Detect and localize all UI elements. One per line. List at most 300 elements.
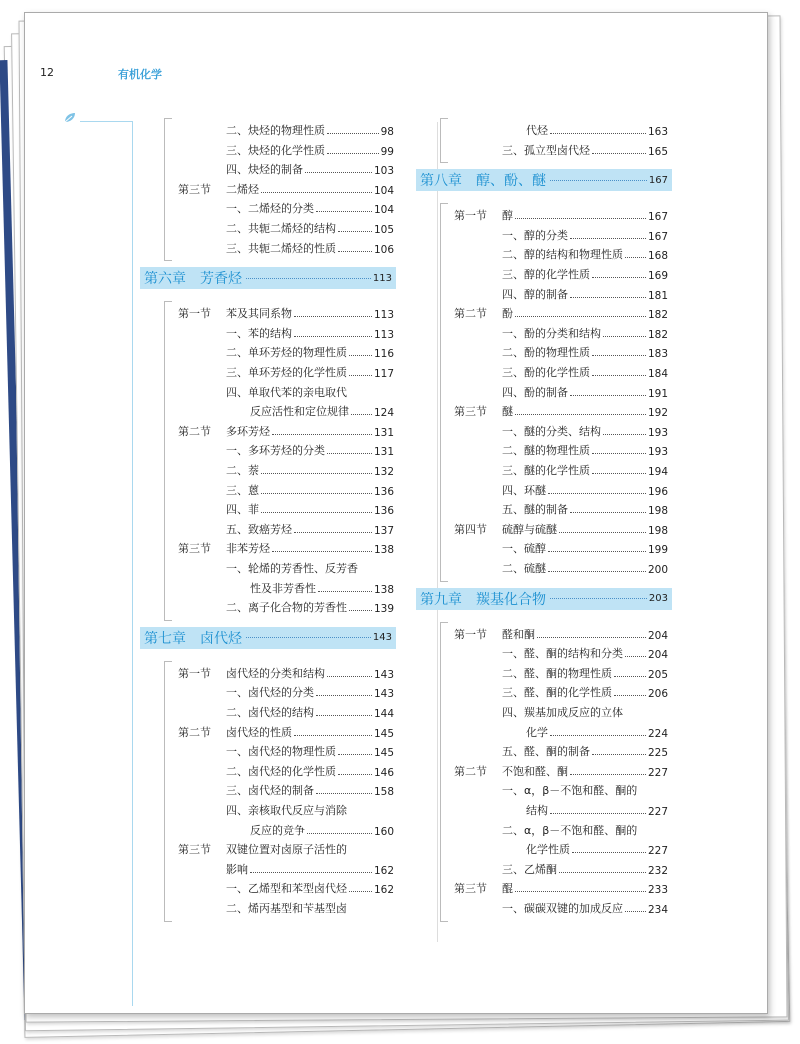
- leader-dots: [338, 754, 372, 755]
- leader-dots: [338, 774, 372, 775]
- entry-title: 四、单取代苯的亲电取代: [226, 385, 347, 399]
- entry-title: 一、多环芳烃的分类: [226, 444, 325, 458]
- entry-title: 二、萘: [226, 464, 259, 477]
- page-ref: 204: [647, 629, 668, 642]
- section-label: 第二节: [454, 764, 487, 778]
- leader-dots: [294, 735, 372, 736]
- chapter-title: 第九章 羰基化合物: [420, 591, 546, 608]
- toc-entry[interactable]: [502, 227, 668, 243]
- leader-dots: [349, 610, 372, 611]
- leader-dots: [570, 238, 646, 239]
- page-ref: 227: [647, 806, 668, 818]
- toc-entry[interactable]: [502, 645, 668, 661]
- leader-dots: [316, 695, 372, 696]
- page-ref: 205: [647, 668, 668, 681]
- leader-dots: [327, 133, 379, 134]
- page-ref: 184: [647, 368, 668, 380]
- page-ref: 198: [647, 505, 668, 518]
- entry-title: 三、孤立型卤代烃: [502, 143, 590, 157]
- leader-dots: [327, 453, 372, 454]
- chapter-title: 第七章 卤代烃: [144, 630, 242, 647]
- page-ref: 225: [647, 747, 668, 760]
- leader-dots: [550, 598, 647, 599]
- toc-entry[interactable]: [226, 482, 394, 498]
- page-ref: 181: [647, 289, 668, 302]
- entry-title: 二、炔烃的物理性质: [226, 124, 325, 137]
- leader-dots: [570, 395, 646, 396]
- page-ref: 99: [380, 145, 394, 158]
- entry-title: 四、羰基加成反应的立体: [502, 706, 623, 719]
- leader-dots: [625, 656, 646, 657]
- section-bracket: [440, 118, 448, 163]
- entry-title: 二、醚的物理性质: [502, 444, 590, 458]
- entry-title: 三、卤代烃的制备: [226, 784, 314, 798]
- toc-entry[interactable]: [502, 462, 668, 478]
- page-ref: 198: [647, 524, 668, 537]
- toc-entry[interactable]: [226, 684, 394, 700]
- toc-entry[interactable]: [502, 266, 668, 282]
- leader-dots: [294, 316, 372, 317]
- entry-title: 二、共轭二烯烃的结构: [226, 222, 336, 235]
- page-ref: 138: [373, 583, 394, 596]
- page-ref: 234: [647, 904, 668, 916]
- page-ref: 116: [373, 348, 394, 361]
- toc-entry[interactable]: [226, 763, 394, 779]
- leader-dots: [614, 676, 646, 677]
- entry-title: 一、卤代烃的分类: [226, 686, 314, 700]
- toc-entry[interactable]: [226, 521, 394, 537]
- entry-title: 非苯芳烃: [226, 542, 270, 556]
- page-ref: 169: [647, 270, 668, 282]
- entry-title: 二、醛、酮的物理性质: [502, 666, 612, 680]
- leader-dots: [548, 571, 646, 572]
- entry-title: 醚: [502, 405, 513, 419]
- leader-dots: [625, 911, 646, 912]
- leader-dots: [318, 591, 372, 592]
- toc-entry[interactable]: [226, 743, 394, 759]
- entry-title: 性及非芳香性: [250, 581, 316, 595]
- toc-entry[interactable]: [502, 364, 668, 380]
- section-bracket: [164, 301, 172, 621]
- page-ref: 160: [373, 825, 394, 838]
- leader-dots: [537, 637, 646, 638]
- entry-title: 三、蒽: [226, 483, 259, 497]
- toc-entry[interactable]: [226, 704, 394, 720]
- leader-dots: [261, 512, 372, 513]
- entry-title: 二、离子化合物的芳香性: [226, 601, 347, 615]
- toc-entry[interactable]: [226, 161, 394, 177]
- entry-title: 硫醇与硫醚: [502, 522, 557, 536]
- toc-section[interactable]: [454, 305, 668, 321]
- toc-entry[interactable]: [502, 442, 668, 458]
- section-label: 第一节: [178, 666, 211, 680]
- entry-title: 多环芳烃: [226, 424, 270, 438]
- page-ref: 233: [647, 884, 668, 897]
- entry-title: 五、致癌芳烃: [226, 522, 292, 536]
- leader-dots: [592, 355, 646, 356]
- page-ref: 232: [647, 864, 668, 877]
- chapter-title: 第六章 芳香烃: [144, 271, 242, 288]
- page-ref: 224: [647, 727, 668, 740]
- toc-entry[interactable]: [502, 861, 668, 877]
- section-label: 第二节: [178, 725, 211, 739]
- toc-entry[interactable]: [502, 384, 668, 400]
- leader-dots: [349, 355, 372, 356]
- section-bracket: [440, 622, 448, 922]
- page-ref: 167: [647, 211, 668, 224]
- chapter-heading[interactable]: [416, 588, 672, 610]
- entry-title: 一、轮烯的芳香性、反芳香: [226, 562, 358, 575]
- leader-dots: [614, 695, 646, 696]
- toc-entry[interactable]: [502, 286, 668, 302]
- leader-dots: [316, 793, 372, 794]
- toc-entry[interactable]: [526, 802, 668, 818]
- toc-entry[interactable]: [502, 142, 668, 158]
- entry-title: 二、酚的物理性质: [502, 346, 590, 360]
- toc-entry[interactable]: [226, 900, 394, 916]
- toc-section[interactable]: [178, 665, 394, 681]
- leader-dots: [592, 453, 646, 454]
- toc-entry[interactable]: [502, 665, 668, 681]
- entry-title: 结构: [526, 804, 548, 817]
- entry-title: 二、卤代烃的结构: [226, 706, 314, 719]
- leader-dots: [550, 180, 647, 181]
- section-bracket: [164, 118, 172, 261]
- page-ref: 105: [373, 224, 394, 236]
- leader-dots: [592, 473, 646, 474]
- toc-entry[interactable]: [502, 822, 668, 838]
- page-ref: 182: [647, 328, 668, 341]
- entry-title: 四、环醚: [502, 483, 546, 497]
- entry-title: 一、醚的分类、结构: [502, 424, 601, 438]
- entry-title: 二、α，β－不饱和醛、酮的: [502, 823, 638, 837]
- leader-dots: [515, 218, 646, 219]
- section-label: 第三节: [454, 405, 487, 419]
- entry-title: 三、乙烯酮: [502, 862, 557, 876]
- leader-dots: [327, 153, 379, 154]
- toc-entry[interactable]: [226, 501, 394, 517]
- toc-entry[interactable]: [502, 684, 668, 700]
- toc-section[interactable]: [454, 763, 668, 779]
- leader-dots: [294, 532, 372, 533]
- leader-dots: [307, 833, 372, 834]
- page-ref: 193: [647, 426, 668, 439]
- toc-entry[interactable]: [226, 240, 394, 256]
- entry-title: 酚: [502, 307, 513, 321]
- section-label: 第三节: [178, 542, 211, 556]
- toc-entry[interactable]: [250, 580, 394, 596]
- toc-section[interactable]: [178, 540, 394, 556]
- entry-title: 三、酚的化学性质: [502, 366, 590, 379]
- entry-title: 三、炔烃的化学性质: [226, 143, 325, 157]
- page-ref: 117: [373, 368, 394, 380]
- page-ref: 131: [373, 426, 394, 439]
- toc-entry[interactable]: [502, 344, 668, 360]
- leader-dots: [515, 316, 646, 317]
- page-ref: 168: [647, 250, 668, 263]
- section-label: 第一节: [454, 627, 487, 641]
- leader-dots: [250, 872, 372, 873]
- leader-dots: [559, 532, 646, 533]
- leader-dots: [515, 891, 646, 892]
- leader-dots: [592, 153, 646, 154]
- toc-entry[interactable]: [502, 704, 668, 720]
- page-ref: 104: [373, 204, 394, 217]
- entry-title: 影响: [226, 862, 248, 876]
- page-ref: 227: [647, 845, 668, 858]
- entry-title: 苯及其同系物: [226, 307, 292, 321]
- entry-title: 二、烯丙基型和苄基型卤: [226, 902, 347, 915]
- chapter-title: 第八章 醇、酚、醚: [420, 173, 546, 190]
- entry-title: 醌: [502, 882, 513, 896]
- entry-title: 二、硫醚: [502, 562, 546, 575]
- section-label: 第三节: [178, 843, 211, 857]
- page-ref: 183: [647, 348, 668, 361]
- page-ref: 146: [373, 766, 394, 779]
- toc-section[interactable]: [454, 207, 668, 223]
- leader-dots: [305, 172, 372, 173]
- toc-entry[interactable]: [502, 501, 668, 517]
- entry-title: 一、醛、酮的结构和分类: [502, 647, 623, 661]
- entry-title: 三、醚的化学性质: [502, 464, 590, 477]
- toc-entry[interactable]: [226, 442, 394, 458]
- toc-section[interactable]: [454, 521, 668, 537]
- toc-entry[interactable]: [226, 364, 394, 380]
- page-ref: 106: [373, 243, 394, 256]
- page-ref: 98: [380, 126, 394, 138]
- entry-title: 五、醚的制备: [502, 503, 568, 517]
- leader-dots: [570, 512, 646, 513]
- leader-dots: [349, 375, 372, 376]
- page-ref: 104: [373, 184, 394, 197]
- section-label: 第一节: [178, 307, 211, 321]
- page-ref: 182: [647, 309, 668, 322]
- toc-section[interactable]: [454, 880, 668, 896]
- toc-entry[interactable]: [526, 122, 668, 138]
- page-ref: 162: [373, 864, 394, 877]
- leader-dots: [316, 715, 372, 716]
- page-ref: 158: [373, 786, 394, 799]
- entry-title: 四、酚的制备: [502, 385, 568, 399]
- entry-title: 二、单环芳烃的物理性质: [226, 346, 347, 360]
- column-divider: [437, 122, 438, 942]
- entry-title: 四、菲: [226, 503, 259, 517]
- toc-section[interactable]: [178, 305, 394, 321]
- entry-title: 一、α，β－不饱和醛、酮的: [502, 784, 638, 798]
- decorative-rail-vertical: [132, 121, 133, 1006]
- leader-dots: [625, 257, 646, 258]
- entry-title: 二、卤代烃的化学性质: [226, 764, 336, 778]
- entry-title: 四、亲核取代反应与消除: [226, 804, 347, 817]
- leader-dots: [246, 278, 371, 279]
- section-bracket: [440, 203, 448, 581]
- toc-entry[interactable]: [226, 599, 394, 615]
- entry-title: 不饱和醛、酮: [502, 764, 568, 778]
- page-ref: 192: [647, 407, 668, 420]
- leader-dots: [338, 231, 372, 232]
- toc-entry[interactable]: [226, 384, 394, 400]
- leader-dots: [550, 813, 646, 814]
- page-ref: 196: [647, 485, 668, 498]
- page-ref: 199: [647, 544, 668, 557]
- page-ref: 124: [373, 407, 394, 420]
- section-label: 第一节: [454, 209, 487, 223]
- page-ref: 143: [372, 632, 392, 644]
- entry-title: 醇: [502, 209, 513, 223]
- toc-entry[interactable]: [226, 122, 394, 138]
- chapter-heading[interactable]: [140, 627, 396, 649]
- entry-title: 三、共轭二烯烃的性质: [226, 241, 336, 255]
- page-ref: 145: [373, 747, 394, 760]
- page-ref: 167: [647, 230, 668, 243]
- toc-entry[interactable]: [226, 861, 394, 877]
- page-ref: 137: [373, 524, 394, 537]
- leader-dots: [261, 473, 372, 474]
- toc-entry[interactable]: [226, 142, 394, 158]
- running-title: 有机化学: [118, 68, 162, 81]
- toc-entry[interactable]: [250, 822, 394, 838]
- toc-entry[interactable]: [226, 200, 394, 216]
- entry-title: 四、醇的制备: [502, 287, 568, 301]
- leader-dots: [338, 251, 372, 252]
- entry-title: 一、碳碳双键的加成反应: [502, 902, 623, 915]
- entry-title: 代烃: [526, 124, 548, 137]
- toc-entry[interactable]: [250, 403, 394, 419]
- toc-entry[interactable]: [526, 724, 668, 740]
- entry-title: 一、二烯烃的分类: [226, 202, 314, 216]
- page-ref: 103: [373, 165, 394, 178]
- chapter-heading[interactable]: [416, 169, 672, 191]
- toc-entry[interactable]: [526, 841, 668, 857]
- page-ref: 167: [648, 174, 668, 186]
- leader-dots: [261, 192, 372, 193]
- leader-dots: [548, 551, 646, 552]
- leader-dots: [570, 297, 646, 298]
- leader-dots: [246, 637, 371, 638]
- leader-dots: [515, 414, 646, 415]
- entry-title: 一、硫醇: [502, 542, 546, 556]
- page-ref: 139: [373, 603, 394, 616]
- page-ref: 204: [647, 649, 668, 662]
- page-number: 12: [40, 66, 54, 79]
- page-ref: 145: [373, 727, 394, 740]
- page-ref: 138: [373, 544, 394, 557]
- section-bracket: [164, 661, 172, 922]
- entry-title: 卤代烃的分类和结构: [226, 666, 325, 680]
- toc-entry[interactable]: [226, 802, 394, 818]
- page-ref: 206: [647, 688, 668, 701]
- leader-dots: [603, 336, 646, 337]
- leader-dots: [559, 872, 646, 873]
- leader-dots: [548, 493, 646, 494]
- toc-entry[interactable]: [502, 325, 668, 341]
- page-ref: 144: [373, 708, 394, 720]
- chapter-heading[interactable]: [140, 267, 396, 289]
- toc-entry[interactable]: [226, 880, 394, 896]
- leader-dots: [261, 493, 372, 494]
- page-ref: 136: [373, 505, 394, 518]
- toc-section[interactable]: [178, 423, 394, 439]
- entry-title: 三、单环芳烃的化学性质: [226, 366, 347, 379]
- page-ref: 227: [647, 766, 668, 779]
- page-ref: 113: [372, 272, 392, 284]
- leader-dots: [603, 434, 646, 435]
- leader-dots: [327, 676, 372, 677]
- toc-section[interactable]: [454, 626, 668, 642]
- leader-dots: [570, 774, 646, 775]
- decorative-rail: [80, 121, 132, 122]
- toc-entry[interactable]: [226, 782, 394, 798]
- page-ref: 132: [373, 466, 394, 478]
- leader-dots: [349, 891, 372, 892]
- toc-entry[interactable]: [502, 560, 668, 576]
- page-ref: 143: [373, 688, 394, 701]
- entry-title: 三、醇的化学性质: [502, 268, 590, 281]
- entry-title: 四、炔烃的制备: [226, 163, 303, 177]
- leader-dots: [294, 336, 372, 337]
- entry-title: 二烯烃: [226, 182, 259, 196]
- leader-dots: [550, 133, 646, 134]
- toc-entry[interactable]: [502, 540, 668, 556]
- page-ref: 143: [373, 668, 394, 681]
- entry-title: 醛和酮: [502, 627, 535, 641]
- entry-title: 三、醛、酮的化学性质: [502, 686, 612, 700]
- entry-title: 一、乙烯型和苯型卤代烃: [226, 882, 347, 896]
- section-label: 第三节: [454, 882, 487, 896]
- toc-entry[interactable]: [226, 220, 394, 236]
- entry-title: 二、醇的结构和物理性质: [502, 248, 623, 262]
- toc-section[interactable]: [454, 403, 668, 419]
- page-ref: 165: [647, 145, 668, 158]
- toc-entry[interactable]: [226, 462, 394, 478]
- page-ref: 162: [373, 884, 394, 897]
- toc-section[interactable]: [178, 181, 394, 197]
- entry-title: 五、醛、酮的制备: [502, 745, 590, 759]
- toc-entry[interactable]: [502, 246, 668, 262]
- toc-entry[interactable]: [502, 423, 668, 439]
- toc-entry[interactable]: [226, 560, 394, 576]
- toc-entry[interactable]: [226, 344, 394, 360]
- entry-title: 一、苯的结构: [226, 326, 292, 340]
- leader-dots: [272, 434, 372, 435]
- leader-dots: [592, 375, 646, 376]
- page-ref: 113: [373, 309, 394, 322]
- entry-title: 反应活性和定位规律: [250, 405, 349, 419]
- toc-entry[interactable]: [226, 325, 394, 341]
- toc-entry[interactable]: [502, 482, 668, 498]
- leader-dots: [351, 414, 372, 415]
- toc-entry[interactable]: [502, 900, 668, 916]
- entry-title: 一、醇的分类: [502, 228, 568, 242]
- toc-section[interactable]: [178, 724, 394, 740]
- page-ref: 163: [647, 126, 668, 138]
- toc-entry[interactable]: [502, 743, 668, 759]
- page-ref: 200: [647, 564, 668, 576]
- page-ref: 131: [373, 446, 394, 459]
- page-ref: 113: [373, 328, 394, 341]
- toc-entry[interactable]: [502, 782, 668, 798]
- section-label: 第四节: [454, 522, 487, 536]
- leader-dots: [550, 735, 646, 736]
- toc-section[interactable]: [178, 841, 394, 857]
- page-ref: 193: [647, 446, 668, 459]
- entry-title: 一、酚的分类和结构: [502, 326, 601, 340]
- entry-title: 化学: [526, 725, 548, 739]
- entry-title: 化学性质: [526, 843, 570, 857]
- entry-title: 反应的竞争: [250, 823, 305, 837]
- section-label: 第二节: [178, 424, 211, 438]
- page-ref: 203: [648, 593, 668, 605]
